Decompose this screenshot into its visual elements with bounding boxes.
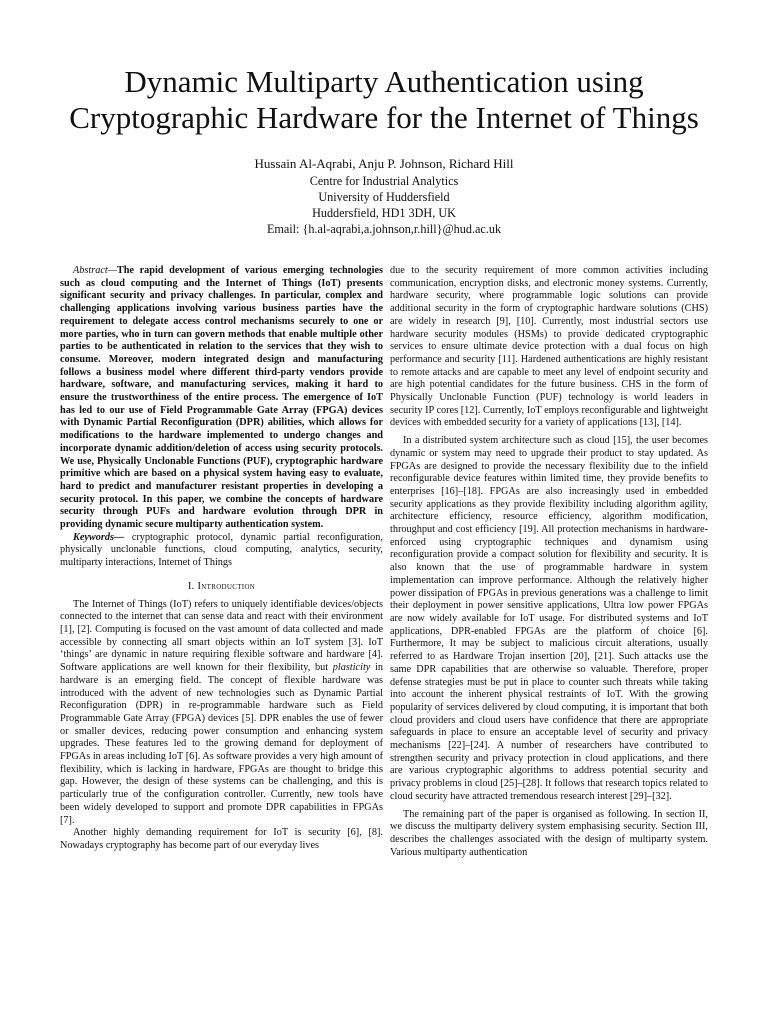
intro-paragraph-2: Another highly demanding requirement for IoT is security [6], [8]. Nowadays cryptography has become part of our everyday lives — [60, 827, 383, 851]
author-email: Email: {h.al-aqrabi,a.johnson,r.hill}@hud.ac.uk — [266, 222, 502, 236]
intro-p1-text-b: in hardware is an emerging field. The concept of flexible hardware was introduced with the advent of new technologies such as Dynamic Partial Reconfiguration (DPR) in re-programmable hardware such as Field Programmable Gate Array (FPGA) devices [5]. DPR enables the use of fewer or smaller devices, reducing power consumption and enhancing system upgrades. These features led to the growing demand for deployment of FPGAs in areas including IoT [6]. As software provides a very high amount of flexibility, which is lacking in hardware, FPGAs are thought to bridge this gap. However, the design of these systems can be challenging, and this is particularly true of the configuration controller. Currently, new tools have been widely developed to support and promote DPR capabilities in FPGAs [7]. — [60, 662, 383, 826]
affiliation-university: University of Huddersfield — [318, 190, 450, 204]
intro-p1-text-a: The Internet of Things (IoT) refers to uniquely identifiable devices/objects connected to the internet that can sense data and react with their environment [1], [2]. Computing is focused on the vast amount of data collected and made accessible by connecting all smart objects within an IoT system [3]. IoT ‘things’ are dynamic in nature requiring flexible software and hardware [4]. Software applications are well known for their flexibility, but — [60, 598, 383, 674]
right-column — [390, 265, 708, 859]
affiliation-centre: Centre for Industrial Analytics — [309, 174, 459, 188]
section-title: Introduction — [197, 580, 256, 592]
abstract-lead: Abstract— — [73, 265, 117, 276]
abstract-text: The rapid development of various emerging technologies such as cloud computing and the Internet of Things (IoT) presents significant security and privacy challenges. In particular, complex and challenging applications involving various business parties have the requirement to delegate access control mechanisms securely to one or more parties, who in turn can govern methods that enable multiple other parties to be authenticated in relation to the services that they wish to consume. Moreover, modern integrated design and manufacturing follows a business model where different third-party vendors provide hardware, software, and manufacturing services, making it hard to ensure the trustworthiness of the entire process. The emergence of IoT has led to our use of Field Programmable Gate Array (FPGA) devices with Dynamic Partial Reconfiguration (DPR) abilities, which allows for modifications to the hardware implemented to undergo changes and incorporate dynamic addition/deletion of access using security protocols. We use, Physically Unclonable Functions (PUF), cryptographic hardware primitive which are based on a physical system having easy to evaluate, hard to predict and manufacturer resistant properties in developing a security protocol. In this paper, we combine the concepts of hardware security through PUFs and hardware evolution through DPR in providing dynamic secure multiparty authentication system. — [60, 265, 383, 531]
author-names: Hussain Al-Aqrabi, Anju P. Johnson, Richard Hill — [254, 156, 514, 171]
section-heading-introduction — [60, 581, 383, 594]
title-line-1: Dynamic Multiparty Authentication using — [124, 64, 644, 99]
keywords — [60, 532, 383, 570]
author-block — [40, 156, 728, 237]
section-numeral: I. — [187, 580, 198, 592]
keywords-lead: Keywords— — [73, 531, 125, 543]
intro-paragraph-1 — [60, 599, 383, 828]
left-column — [60, 265, 383, 853]
right-paragraph-3: The remaining part of the paper is organised as following. In section II, we discuss the multiparty delivery system emphasising security. Section III, describes the challenges associated with the design of multiparty system. Various multiparty authentication — [390, 808, 708, 858]
intro-p1-emphasis: plasticity — [332, 662, 371, 674]
title-line-2: Cryptographic Hardware for the Internet of Things — [69, 100, 699, 135]
paper-title — [40, 64, 728, 136]
right-paragraph-1: due to the security requirement of more common activities including communication, encryption disks, and electronic money systems. Currently, hardware security, where programmable logic solutions can provide additional security in the form of cryptographic hardware solutions (CHS) are widely in research [9], [10]. Currently, most industrial sectors use hardware security modules (HSMs) to provide dedicated cryptographic services to ensure ultimate device protection with a dual focus on high performance and security [11]. Hardened authentications are highly resistant to remote attacks and are capable to meet any level of endpoint security and are high potential candidates for the future business. CHS in the form of Physically Unclonable Function (PUF) technology is world leaders in security IP cores [12]. Currently, IoT employs reconfigurable and lightweight devices with embedded security for a variety of applications [13], [14]. — [390, 265, 708, 429]
right-paragraph-2: In a distributed system architecture such as cloud [15], the user becomes dynamic or system may need to upgrade their product to stay updated. As FPGAs are designed to provide the necessary flexibility due to the infield reconfigurable device features within limited time, they provide benefits to enterprises [16]–[18]. FPGAs are also increasingly used in embedded security applications as they provide flexibility including algorithm agility, architecture efficiency, resource efficiency, algorithm modification, throughput and cost efficiency [19]. All protection mechanisms in hardware-enforced using cryptographic techniques and dynamism using reconfiguration provide a compact solution for flexibility and security. It is also known that the use of programmable hardware in system implementation can improve performance. Although the relatively higher power dissipation of FPGAs in previous generations was a challenge to limit their deployment in power sensitive applications, Ultra low power FPGAs are now widely available for IoT usage. For distributed systems and IoT applications, DPR-enabled FPGAs are the platform of choice [6]. Furthermore, It may be subject to malicious circuit alterations, usually referred to as Hardware Trojan insertion [20], [21]. Such attacks use the same DPR capabilities that are otherwise so valuable. Therefore, proper defense strategies must be put in place to counter such threats while taking into account the inherent physical restraints of IoT. With the growing popularity of services delivered by cloud computing, it is important that both cloud providers and cloud users have confidence that there are appropriate safeguards in place to ensure an acceptable level of security and privacy mechanisms [22]–[24]. A number of researchers have contributed to strengthen security and privacy protection in cloud applications, and there are various cryptographic algorithms to address potential security and privacy problems in cloud [25]–[28]. It follows that research topics related to cloud security have attracted tremendous research interest [29]–[32]. — [390, 435, 708, 802]
abstract — [60, 265, 383, 532]
keywords-text: cryptographic protocol, dynamic partial reconfiguration, physically unclonable functions, cloud computing, analytics, security, multiparty interactions, Internet of Things — [60, 531, 383, 569]
affiliation-address: Huddersfield, HD1 3DH, UK — [312, 206, 456, 220]
